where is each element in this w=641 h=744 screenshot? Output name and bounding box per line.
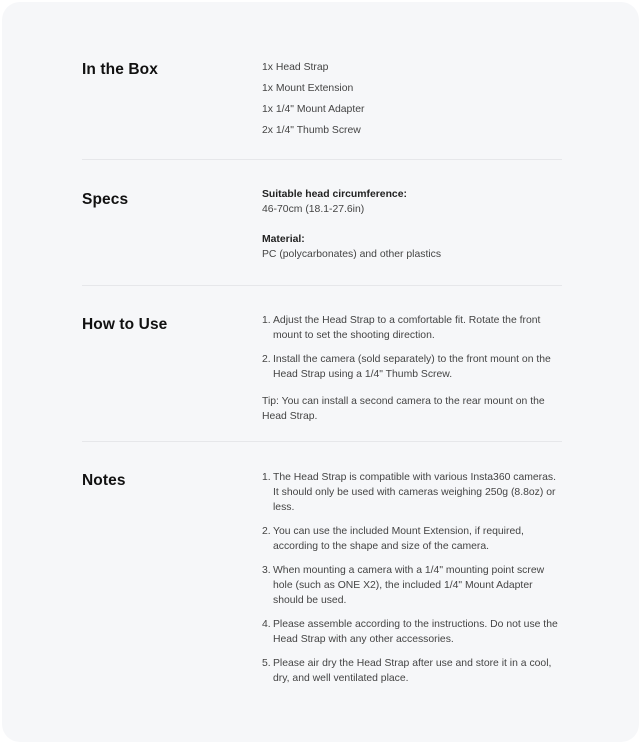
spec-value-head-circumference: 46-70cm (18.1-27.6in)	[262, 204, 365, 215]
list-item	[262, 524, 562, 554]
note-number: 5.	[262, 658, 271, 669]
section-title-in-the-box: In the Box	[82, 61, 158, 78]
list-item	[262, 563, 562, 608]
note-text: You can use the included Mount Extension, if required, according to the shape and size of the camera.	[273, 526, 524, 552]
note-number: 1.	[262, 472, 271, 483]
list-item: 1x 1/4" Mount Adapter	[262, 104, 365, 115]
list-item	[262, 352, 562, 382]
step-text: Install the camera (sold separately) to the front mount on the Head Strap using a 1/4" Thumb Screw.	[273, 354, 551, 380]
note-text: Please assemble according to the instructions. Do not use the Head Strap with any other accessories.	[273, 619, 558, 645]
spec-label-material: Material:	[262, 234, 305, 245]
notes-content	[262, 470, 562, 695]
list-item: 1x Head Strap	[262, 62, 329, 73]
note-number: 2.	[262, 526, 271, 537]
section-title-specs: Specs	[82, 191, 129, 208]
list-item	[262, 617, 562, 647]
divider	[82, 441, 562, 442]
how-to-use-steps	[262, 313, 562, 382]
step-number: 2.	[262, 354, 271, 365]
step-text: Adjust the Head Strap to a comfortable fit. Rotate the front mount to set the shooting direction.	[273, 315, 541, 341]
list-item	[262, 470, 562, 515]
list-item: 1x Mount Extension	[262, 83, 354, 94]
step-number: 1.	[262, 315, 271, 326]
spec-label-head-circumference: Suitable head circumference:	[262, 189, 407, 200]
note-number: 3.	[262, 565, 271, 576]
note-text: When mounting a camera with a 1/4" mounting point screw hole (such as ONE X2), the included 1/4" Mount Adapter should be used.	[273, 565, 545, 606]
how-to-use-content	[262, 313, 562, 424]
divider	[82, 285, 562, 286]
note-text: Please air dry the Head Strap after use and store it in a cool, dry, and well ventilated place.	[273, 658, 552, 684]
note-text: The Head Strap is compatible with various Insta360 cameras. It should only be used with cameras weighing 250g (8.8oz) or less.	[273, 472, 556, 513]
product-details-card	[2, 2, 639, 742]
notes-list	[262, 470, 562, 686]
in-the-box-content	[262, 60, 562, 144]
list-item	[262, 656, 562, 686]
note-number: 4.	[262, 619, 271, 630]
tip-text: Tip: You can install a second camera to the rear mount on the Head Strap.	[262, 396, 545, 422]
specs-content	[262, 187, 562, 262]
list-item	[262, 313, 562, 343]
section-title-notes: Notes	[82, 472, 126, 489]
divider	[82, 159, 562, 160]
spec-value-material: PC (polycarbonates) and other plastics	[262, 249, 442, 260]
in-the-box-list	[262, 60, 562, 138]
list-item: 2x 1/4" Thumb Screw	[262, 125, 361, 136]
section-title-how-to-use: How to Use	[82, 316, 168, 333]
